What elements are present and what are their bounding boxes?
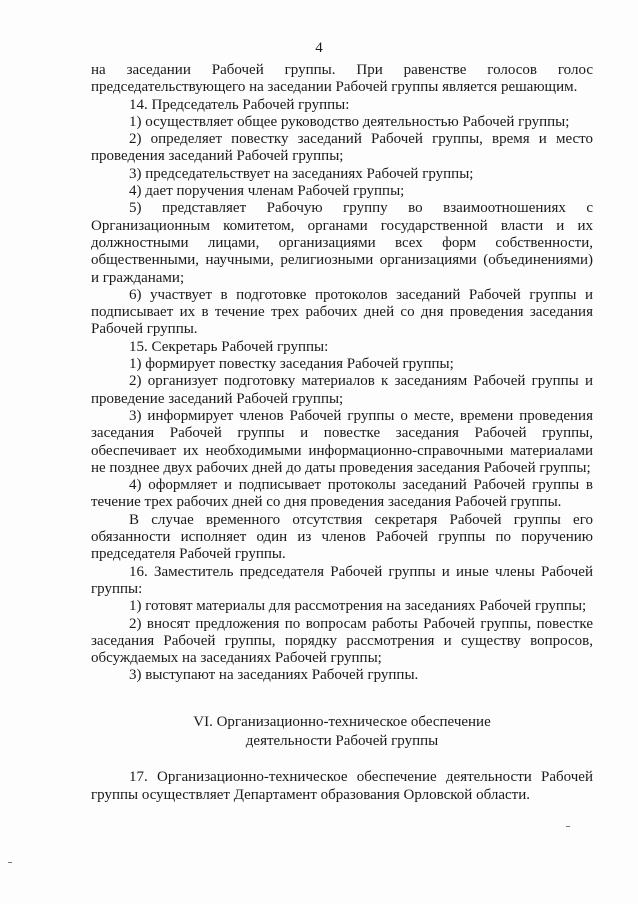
section-heading-line-1: VI. Организационно-техническое обеспечение — [193, 714, 491, 730]
page-number: 4 — [315, 40, 323, 56]
paragraph: 2) вносят предложения по вопросам работы Рабочей группы, повестке заседания Рабочей группы, порядку рассмотрения и существу вопросов, обсуждаемых на заседаниях Рабочей группы; — [91, 615, 593, 667]
paragraph: 3) председательствует на заседаниях Рабочей группы; — [129, 165, 474, 182]
paragraph: 3) выступают на заседаниях Рабочей группы. — [129, 667, 419, 684]
paragraph: 4) оформляет и подписывает протоколы заседаний Рабочей группы в течение трех рабочих дней со дня проведения заседания Рабочей группы. — [91, 477, 593, 511]
paragraph: 4) дает поручения членам Рабочей группы; — [129, 183, 405, 200]
final-section — [91, 768, 593, 804]
paragraph: 15. Секретарь Рабочей группы: — [129, 338, 329, 355]
paragraph: 2) определяет повестку заседаний Рабочей группы, время и место проведения заседаний Рабочей группы; — [91, 131, 593, 165]
final-paragraph: 17. Организационно-техническое обеспечение деятельности Рабочей группы осуществляет Департамент образования Орловской области. — [91, 769, 593, 803]
paragraph: 2) организует подготовку материалов к заседаниям Рабочей группы и проведение заседаний Рабочей группы; — [91, 373, 593, 407]
paragraph: на заседании Рабочей группы. При равенстве голосов голос председательствующего на заседании Рабочей группы является решающим. — [91, 62, 593, 96]
section-heading — [91, 713, 593, 751]
scan-speck — [566, 826, 570, 827]
paragraph: 1) осуществляет общее руководство деятельностью Рабочей группы; — [129, 113, 570, 130]
paragraph: В случае временного отсутствия секретаря Рабочей группы его обязанности исполняет один из членов Рабочей группы по поручению председателя Рабочей группы. — [91, 511, 593, 563]
paragraph: 16. Заместитель председателя Рабочей группы и иные члены Рабочей группы: — [91, 563, 593, 597]
paragraph: 6) участвует в подготовке протоколов заседаний Рабочей группы и подписывает их в течение трех рабочих дней со дня проведения заседания Рабочей группы. — [91, 286, 593, 338]
document-body — [91, 62, 593, 685]
paragraph: 3) информирует членов Рабочей группы о месте, времени проведения заседания Рабочей группы и повестке заседания Рабочей группы, обеспечивает их необходимыми информационно-справочными материалами не позднее двух рабочих дней до даты проведения заседания Рабочей группы; — [91, 407, 593, 476]
scan-speck — [8, 862, 12, 863]
paragraph: 14. Председатель Рабочей группы: — [129, 96, 350, 113]
paragraph: 5) представляет Рабочую группу во взаимоотношениях с Организационным комитетом, органами государственной власти и их должностными лицами, организациями всех форм собственности, общественными, научными, религиозными организациями (объединениями) и гражданами; — [91, 200, 593, 286]
paragraph: 1) формирует повестку заседания Рабочей группы; — [129, 356, 454, 373]
paragraph: 1) готовят материалы для рассмотрения на заседаниях Рабочей группы; — [129, 598, 587, 615]
section-heading-line-2: деятельности Рабочей группы — [245, 733, 439, 749]
